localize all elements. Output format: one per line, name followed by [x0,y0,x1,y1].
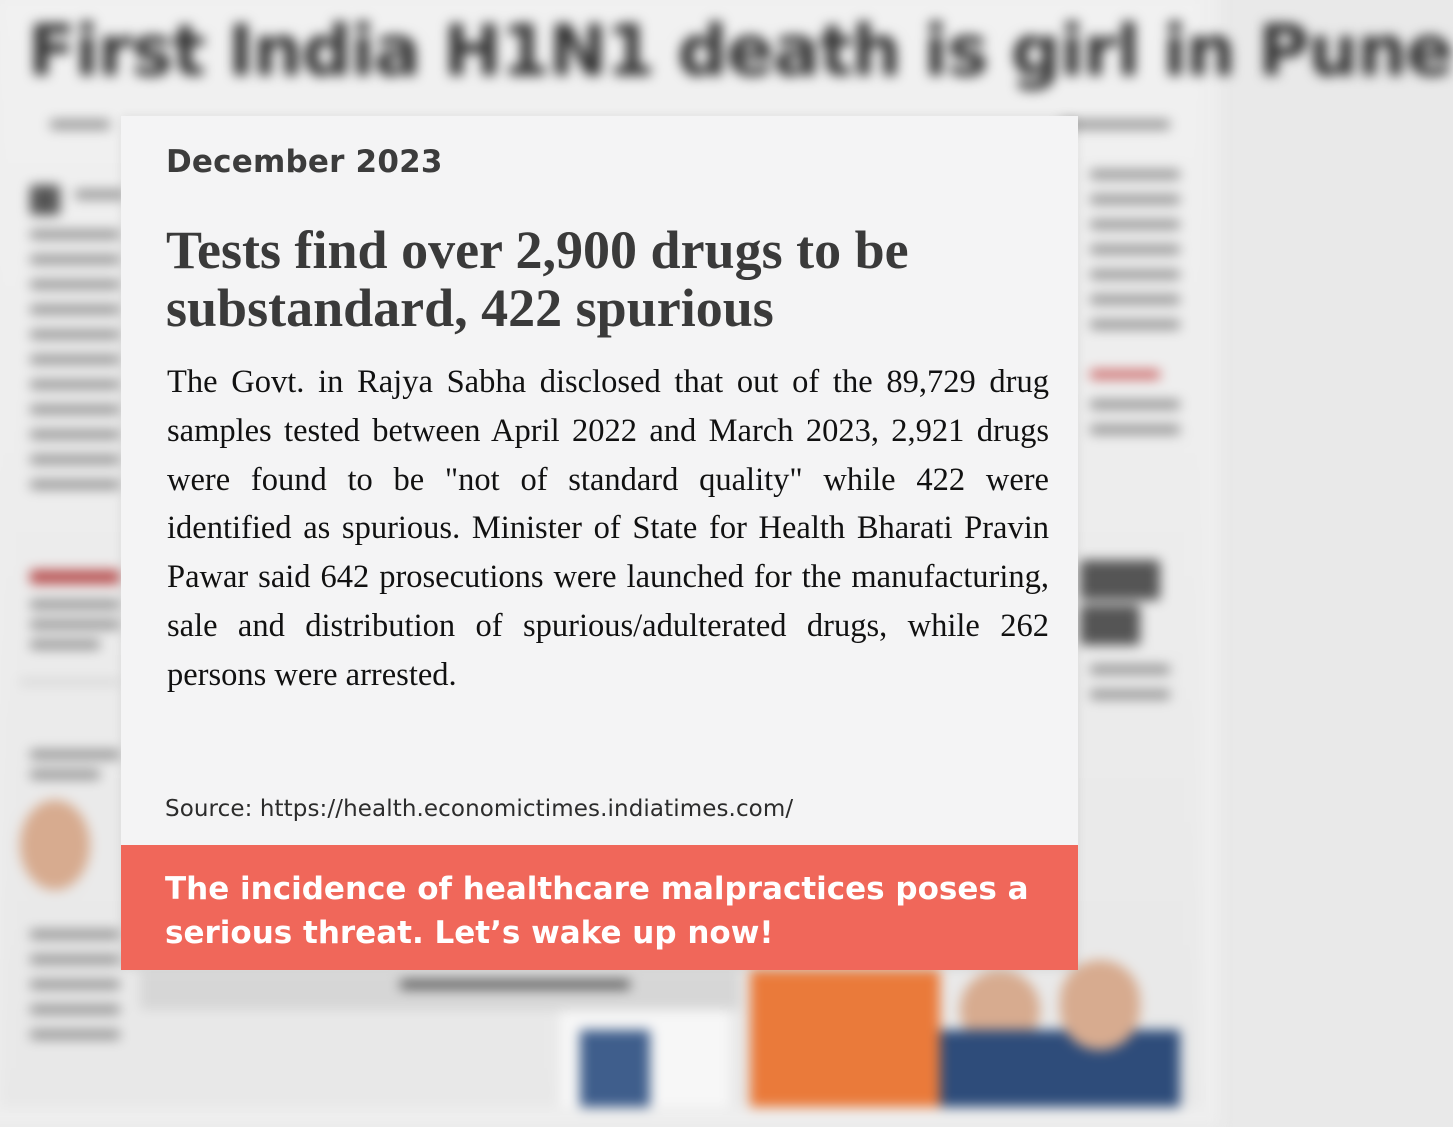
newspaper-line [75,190,125,199]
newspaper-line [30,305,120,314]
newspaper-portrait [20,800,90,890]
newspaper-line [1090,220,1180,229]
newspaper-line [30,430,120,439]
newspaper-photo [1060,960,1140,1050]
newspaper-photo [750,970,940,1107]
newspaper-line [1090,320,1180,329]
newspaper-caption-strip [140,970,740,1010]
newspaper-line [30,640,100,649]
newspaper-subhead [1080,560,1160,600]
newspaper-line [30,455,120,464]
newspaper-line [1090,170,1180,179]
newspaper-line [30,380,120,389]
newspaper-line [30,770,100,779]
newspaper-line [30,355,120,364]
newspaper-line [30,255,120,264]
newspaper-line [1090,400,1180,409]
newspaper-photo [580,1030,650,1107]
newspaper-line [1090,295,1180,304]
newspaper-line [1090,370,1160,379]
newspaper-line [30,955,120,964]
banner-text: The incidence of healthcare malpractices poses a serious threat. Let’s wake up now! [165,871,1029,951]
newspaper-subhead [1080,605,1140,645]
newspaper-line [30,230,120,239]
newspaper-rule [20,680,120,684]
newspaper-line [30,980,120,989]
newspaper-line [1090,195,1180,204]
date-label: December 2023 [166,144,443,180]
article-title: Tests find over 2,900 drugs to be substandard, 422 spurious [166,220,909,338]
newspaper-line [30,930,120,939]
newspaper-line [30,750,120,759]
newspaper-dropcap [30,185,60,215]
newspaper-line [30,1005,120,1014]
article-body: The Govt. in Rajya Sabha disclosed that out of the 89,729 drug samples tested between April 2022 and March 2023, 2,921 drugs were found to be "not of standard quality" while 422 were identified as spurious. Minister of State for Health Bharati Pravin Pawar said 642 prosecutions were launched for the manufacturing, sale and distribution of spurious/adulterated drugs, while 262 persons were arrested. [167,364,1049,693]
newspaper-line [400,980,630,989]
newspaper-line [1090,425,1180,434]
newspaper-line [30,330,120,339]
call-to-action-banner [121,845,1078,970]
newspaper-line [1090,270,1180,279]
newspaper-line [1090,690,1170,699]
newspaper-line [30,480,120,489]
newspaper-section-tag [30,570,120,584]
newspaper-photo [940,1030,1180,1107]
source-citation: Source: https://health.economictimes.indiatimes.com/ [165,796,794,822]
newspaper-headline: First India H1N1 death is girl in Pune [28,10,1453,92]
newspaper-line [1090,245,1180,254]
newspaper-line [30,600,120,609]
newspaper-line [30,280,120,289]
newspaper-line [30,1030,120,1039]
news-card [121,116,1078,970]
newspaper-line [1090,665,1170,674]
newspaper-line [30,620,120,629]
newspaper-line [50,120,110,129]
newspaper-line [30,405,120,414]
